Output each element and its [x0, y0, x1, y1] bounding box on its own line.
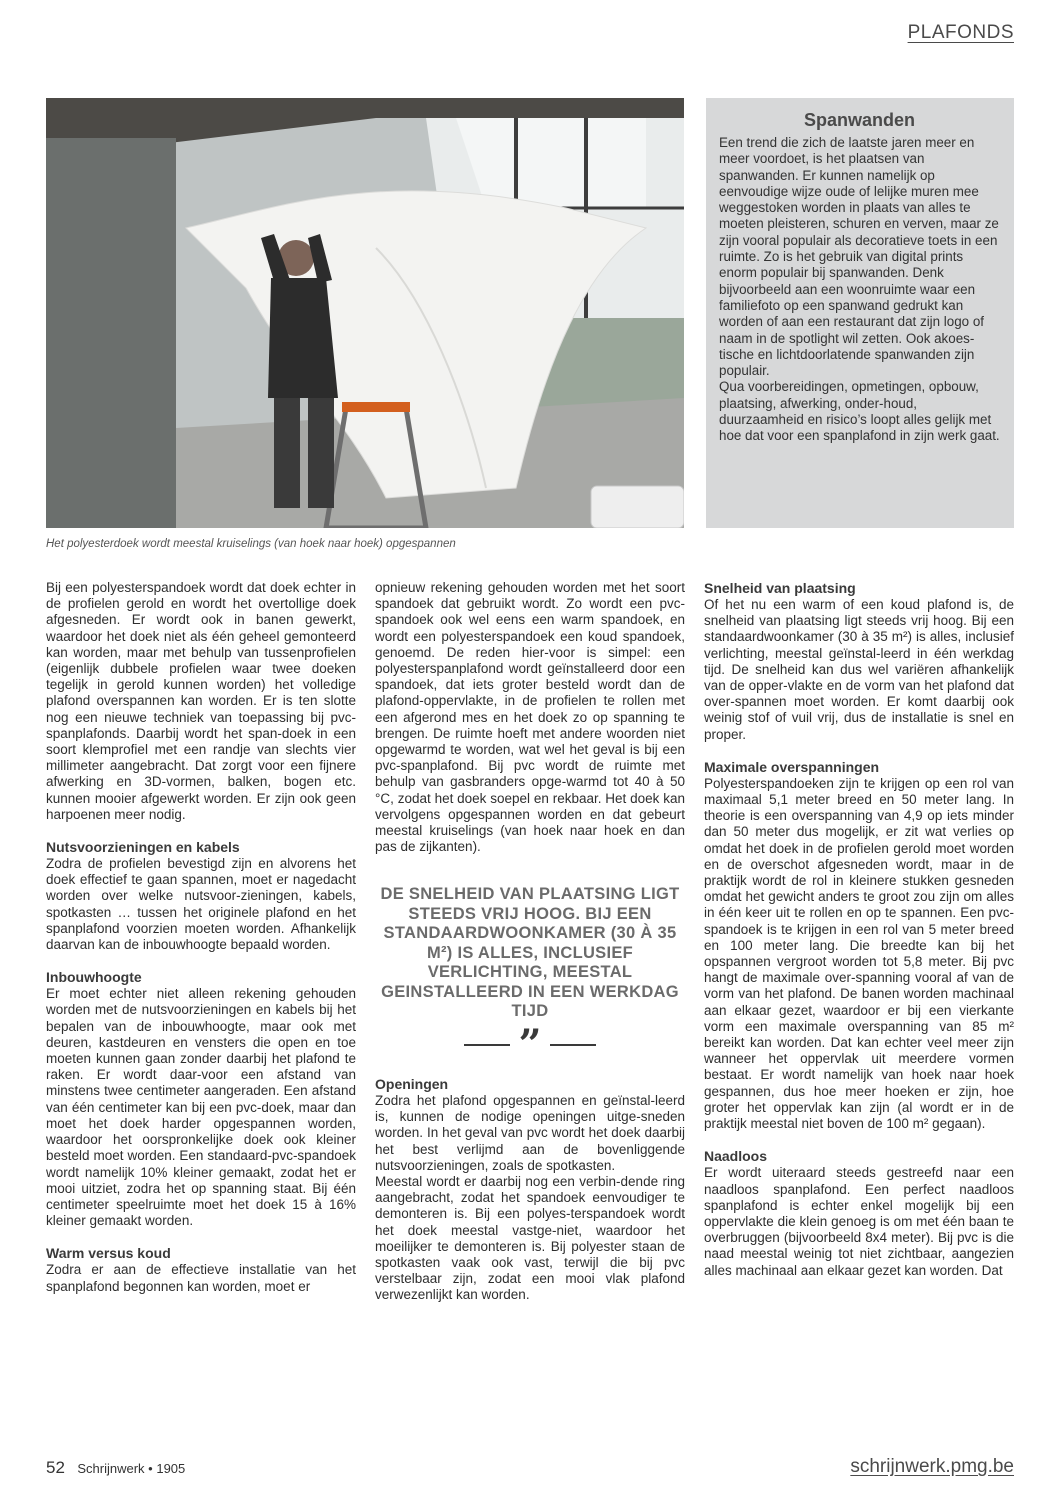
pull-quote: DE SNELHEID VAN PLAATSING LIGT STEEDS VRIJ HOOG. BIJ EEN STANDAARDWOONKAMER (30 À 35 M²) IS ALLES, INCLUSIEF VERLICHTING, MEESTAL GEINSTALLEERD IN EEN WERKDAG TIJD: [380, 885, 680, 1021]
section-label: PLAFONDS: [907, 22, 1014, 43]
photo-illustration: [46, 98, 684, 528]
subheading: Nutsvoorzieningen en kabels: [46, 839, 240, 856]
footer-left: [46, 1458, 185, 1478]
article-column-1: [46, 580, 356, 1295]
paragraph: Zodra er aan de effectieve installatie van het spanplafond begonnen kan worden, moet er: [46, 1262, 356, 1294]
paragraph: Zodra het plafond opgespannen en geïnstal-leerd is, kunnen de nodige openingen uitge-sneden worden. In het geval van pvc wordt het doek daarbij het best verlijmd aan de bovenliggende nutsvoorzieningen, zoals de spotkasten.: [375, 1092, 685, 1173]
divider-line: [550, 1044, 596, 1046]
sidebar-box: [706, 98, 1014, 528]
article-column-3: [704, 580, 1014, 1279]
quote-mark-icon: ”: [518, 1020, 542, 1068]
paragraph: Meestal wordt er daarbij nog een verbin-dende ring aangebracht, zodat het spandoek eenvoudiger te demonteren is. Bij een polyes-terspandoek wordt het doek meestal vastge-niet, waardoor het moeilijker te demonteren is. Bij polyester staan de spotkasten vaak ook vast, terwijl die bij pvc verstelbaar zijn, zodat een mooi vlak plafond verwezenlijkt kan worden.: [375, 1173, 685, 1303]
sidebar-body-2: Qua voorbereidingen, opmetingen, opbouw, plaatsing, afwerking, onder-houd, duurzaamheid en risico’s loopt alles gelijk met hoe dat voor een spanplafond in zijn werk gaat.: [719, 379, 1000, 444]
paragraph: opnieuw rekening gehouden worden met het soort spandoek dat gebruikt wordt. Zo wordt een pvc-spandoek ook wel eens een warm spandoek, en wordt een polyesterspandoek een koud spandoek, genoemd. De reden hier-voor is simpel: een polyesterspanplafond wordt geïnstalleerd door een spandoek, dat iets groter besteld wordt dan de plafond-oppervlakte, in de profielen te rollen met een afgerond mes en het doek zo op spanning te brengen. De ruimte hoeft met andere woorden niet opgewarmd te worden, wat wel het geval is bij een pvc-spanplafond. Bij pvc wordt de ruimte met behulp van gasbranders opge-warmd tot 40 à 50 °C, zodat het doek soepel en rekbaar. Het doek kan vervolgens opgespannen worden en dat gebeurt meestal kruiselings (van hoek naar hoek en dan pas de zijkanten).: [375, 580, 685, 855]
paragraph: Bij een polyesterspandoek wordt dat doek echter in de profielen gerold en wordt het overtollige doek afgesneden. Er wordt ook in banen gewerkt, waardoor het doek niet als één geheel gemonteerd kan worden, maar met behulp van tussenprofielen (eigenlijk dubbele profielen waar twee doeken tegelijk in gerold kunnen worden) het volledige plafond overspannen kan worden. Er is ten slotte nog een nieuwe techniek van toepassing bij pvc-spanplafonds. Daarbij wordt het span-doek in een soort klemprofiel met een randje van slechts vier millimeter aangebracht. Dat zorgt voor een fijnere afwerking en 3D-vormen, balken, bogen etc. kunnen mooier afgewerkt worden. Er zijn ook geen harpoenen meer nodig.: [46, 580, 356, 822]
article-photo: [46, 98, 684, 528]
subheading: Maximale overspanningen: [704, 758, 880, 775]
article-column-2: [375, 580, 685, 1304]
page-number: 52: [46, 1458, 65, 1477]
subheading: Snelheid van plaatsing: [704, 580, 856, 596]
sidebar-body: Een trend die zich de laatste jaren meer en meer voordoet, is het plaatsen van spanwanden. Er kunnen namelijk op eenvoudige wijze oude of lelijke muren mee weggestoken worden in plaats van alles te moeten pleisteren, schuren en verven, maar ze zijn vooral populair als decoratieve toets in een ruimte. Zo is het gebruik van digital prints enorm populair bij spanwanden. Denk bijvoorbeeld aan een woonruimte waar een familiefoto op een spanwand gedrukt kan worden of aan een restaurant dat zijn logo of naam in de spotlight wil zetten. Ook akoes-tische en lichtdoorlatende spanwanden zijn populair.: [719, 135, 999, 379]
quote-divider: [375, 1020, 685, 1068]
sidebar-title: Spanwanden: [803, 110, 915, 130]
subheading: Warm versus koud: [46, 1245, 171, 1262]
paragraph: Of het nu een warm of een koud plafond is, de snelheid van plaatsing ligt steeds vrij hoog. Bij een standaardwoonkamer (30 à 35 m²) is alles, inclusief verlichting, meestal geïnstal-leerd in één werkdag tijd. De snelheid kan dus wel variëren afhankelijk van de opper-vlakte en de vorm van het plafond dat over-spannen moet worden. Er komt daarbij ook weinig stof of vuil vrij, dus de installatie is snel en proper.: [704, 597, 1014, 742]
subheading: Openingen: [375, 1075, 449, 1092]
subheading: Naadloos: [704, 1148, 768, 1165]
website-link[interactable]: schrijnwerk.pmg.be: [850, 1456, 1014, 1477]
divider-line: [464, 1044, 510, 1046]
photo-caption: Het polyesterdoek wordt meestal kruiselings (van hoek naar hoek) opgespannen: [46, 538, 456, 550]
paragraph: Polyesterspandoeken zijn te krijgen op een rol van maximaal 5,1 meter breed en 50 meter lang. In theorie is een overspanning van 4,9 op iets minder dan 50 meter dus mogelijk, er zit wat verlies op omdat het doek in de profielen gerold moet worden en de overschot afgesneden wordt, maar in de praktijk wordt de rol in kleinere stukken gesneden omdat het gewicht anders te groot zou zijn om alles in één keer uit te rollen en op te spannen. Een pvc-spandoek is te krijgen in een rol van 5 meter breed en 100 meter lang. Die breedte kan bij het opspannen vergroot worden tot 5,8 meter. Bij pvc hangt de maximale over-spanning vooral af van de vorm van het plafond. De banen worden machinaal aan elkaar gezet, waardoor er bij een vierkante vorm een maximale overspanning van 85 m² bereikt kan worden. Dat kan echter veel meer zijn wanneer het oppervlak uit meerdere vormen bestaat. Er wordt namelijk van hoek naar hoek gespannen, dus hoe meer hoeken er zijn, hoe groter het oppervlak kan zijn (al wordt er in de praktijk meestal niet boven de 100 m² gegaan).: [704, 775, 1014, 1132]
magazine-issue: Schrijnwerk • 1905: [77, 1461, 186, 1476]
subheading: Inbouwhoogte: [46, 969, 142, 986]
paragraph: Er moet echter niet alleen rekening gehouden worden met de nutsvoorzieningen en kabels bij het bepalen van de inbouwhoogte, maar ook met deuren, kastdeuren en vensters die open en toe moeten kunnen gaan zonder daarbij het plafond te raken. Er wordt daar-voor een afstand van minstens twee centimeter aangeraden. Een afstand van één centimeter kan bij een pvc-doek, maar dan moet het doek harder opgespannen worden, waardoor het oorspronkelijke doek ook kleiner besteld moet worden. Een standaard-pvc-spandoek wordt namelijk 10% kleiner gemaakt, zodat het er mooi uitziet, zodra het op spanning staat. Bij één centimeter speelruimte moet het doek 15 à 16% kleiner gemaakt worden.: [46, 986, 356, 1229]
paragraph: Er wordt uiteraard steeds gestreefd naar een naadloos spanplafond. Een perfect naadloos spanplafond is echter enkel mogelijk bij een oppervlakte die klein genoeg is om met één baan te overbruggen (bijvoorbeeld 8x4 meter). Bij pvc is die naad meestal weinig tot niet zichtbaar, aangezien alles machinaal aan elkaar gezet kan worden. Dat: [704, 1165, 1014, 1278]
paragraph: Zodra de profielen bevestigd zijn en alvorens het doek effectief te gaan spannen, moet er nagedacht worden over welke nutsvoor-zieningen, kabels, spotkasten … tussen het originele plafond en het spanplafond voorzien moeten worden. Afhankelijk daarvan kan de inbouwhoogte bepaald worden.: [46, 856, 356, 953]
